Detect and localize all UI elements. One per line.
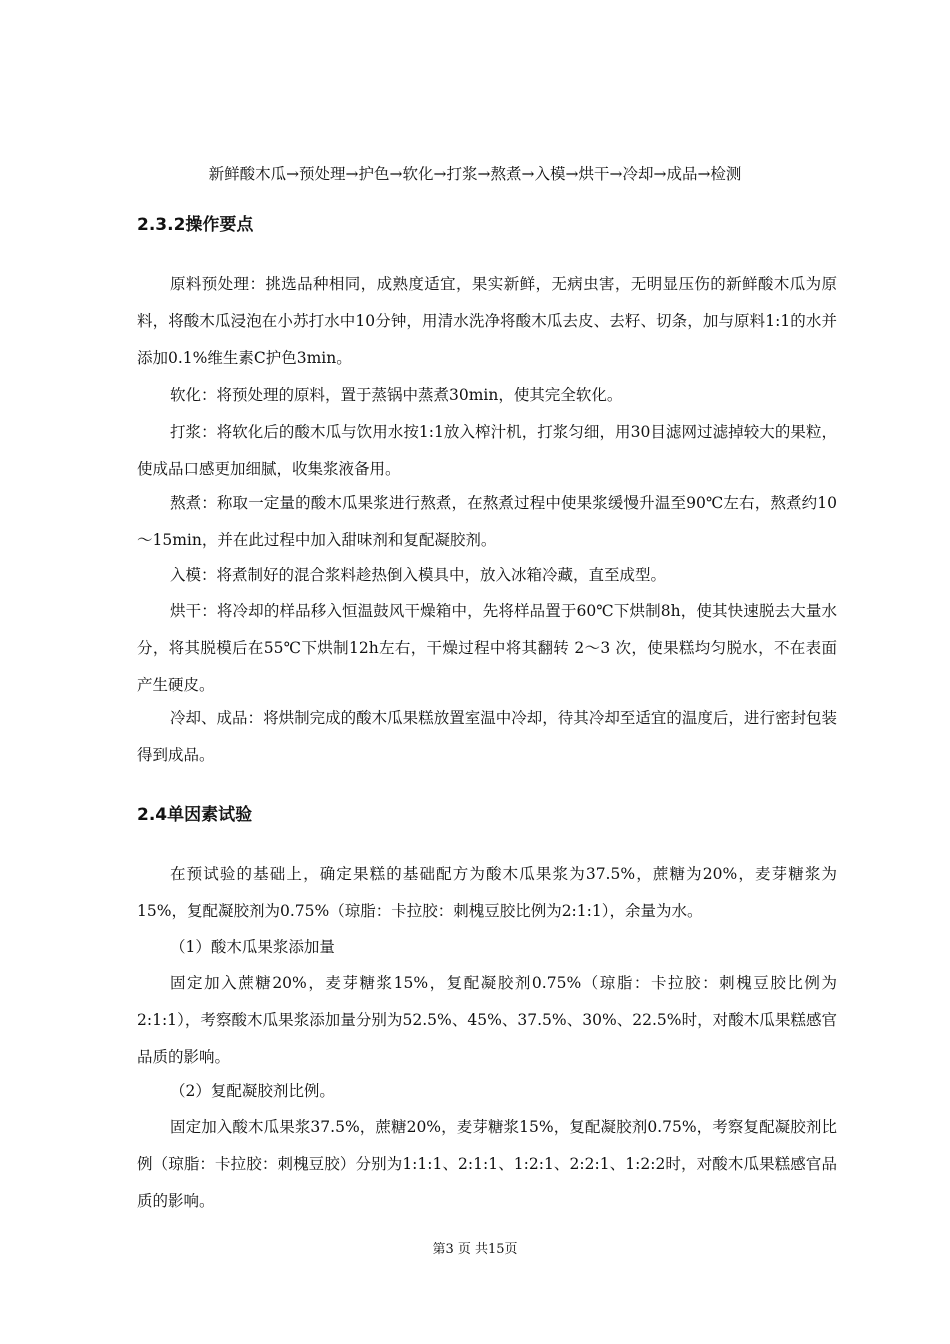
paragraph-subheading-1: （1）酸木瓜果浆添加量	[170, 938, 335, 956]
process-flow-line: 新鲜酸木瓜→预处理→护色→软化→打浆→熬煮→入模→烘干→冷却→成品→检测	[208, 165, 742, 183]
paragraph-molding: 入模：将煮制好的混合浆料趁热倒入模具中，放入冰箱冷藏，直至成型。	[170, 566, 667, 584]
paragraph-drying: 烘干：将冷却的样品移入恒温鼓风干燥箱中，先将样品置于60℃下烘制8h，使其快速脱去大量水分，将其脱模后在55℃下烘制12h左右，干燥过程中将其翻转 2～3 次，使果糕均匀脱水，不在表面产生硬皮。	[137, 602, 837, 694]
paragraph-pulp-addition: 固定加入蔗糖20%，麦芽糖浆15%，复配凝胶剂0.75%（琼脂：卡拉胶：刺槐豆胶比例为2:1:1），考察酸木瓜果浆添加量分别为52.5%、45%、37.5%、30%、22.5%时，对酸木瓜果糕感官品质的影响。	[137, 974, 837, 1066]
paragraph-raw-material-pretreatment: 原料预处理：挑选品种相同，成熟度适宜，果实新鲜，无病虫害，无明显压伤的新鲜酸木瓜为原料，将酸木瓜浸泡在小苏打水中10分钟，用清水洗净将酸木瓜去皮、去籽、切条，加与原料1:1的水并添加0.1%维生素C护色3min。	[137, 275, 837, 367]
paragraph-gel-ratio: 固定加入酸木瓜果浆37.5%，蔗糖20%，麦芽糖浆15%，复配凝胶剂0.75%，考察复配凝胶剂比例（琼脂：卡拉胶：刺槐豆胶）分别为1:1:1、2:1:1、1:2:1、2:2:1、1:2:2时，对酸木瓜果糕感官品质的影响。	[137, 1118, 837, 1210]
paragraph-cooling-finished-product: 冷却、成品：将烘制完成的酸木瓜果糕放置室温中冷却，待其冷却至适宜的温度后，进行密封包装得到成品。	[137, 709, 837, 764]
page-footer: 第3 页 共15页	[432, 1242, 518, 1257]
section-heading-2-4: 2.4单因素试验	[137, 805, 253, 825]
paragraph-subheading-2: （2）复配凝胶剂比例。	[170, 1082, 335, 1100]
section-heading-2-3-2: 2.3.2操作要点	[137, 215, 254, 235]
paragraph-pulping: 打浆：将软化后的酸木瓜与饮用水按1:1放入榨汁机，打浆匀细，用30目滤网过滤掉较大的果粒，使成品口感更加细腻，收集浆液备用。	[137, 423, 837, 478]
paragraph-boiling: 熬煮：称取一定量的酸木瓜果浆进行熬煮，在熬煮过程中使果浆缓慢升温至90℃左右，熬煮约10～15min，并在此过程中加入甜味剂和复配凝胶剂。	[137, 494, 837, 549]
paragraph-base-formula: 在预试验的基础上，确定果糕的基础配方为酸木瓜果浆为37.5%，蔗糖为20%，麦芽糖浆为15%，复配凝胶剂为0.75%（琼脂：卡拉胶：刺槐豆胶比例为2:1:1），余量为水。	[137, 865, 837, 920]
paragraph-softening: 软化：将预处理的原料，置于蒸锅中蒸煮30min，使其完全软化。	[170, 386, 623, 404]
